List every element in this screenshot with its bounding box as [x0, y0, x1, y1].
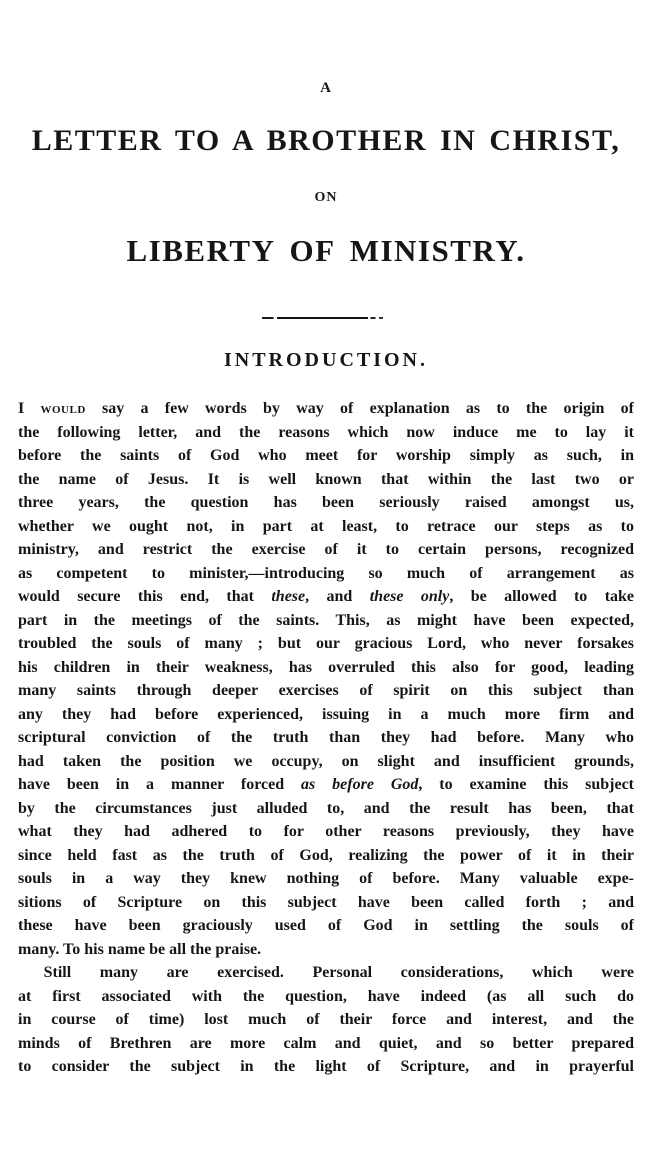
paragraph	[18, 961, 634, 1079]
text-segment: these	[271, 588, 306, 605]
text-segment: would secure this end, that	[18, 588, 272, 605]
text-line	[18, 515, 634, 539]
text-line	[18, 421, 634, 445]
paragraph	[18, 397, 634, 961]
text-segment: as competent to minister,—introducing so much of arrangement as	[18, 564, 634, 582]
text-line	[18, 914, 634, 938]
text-segment: many. To his name be all the praise.	[18, 940, 262, 958]
title-connector: ON	[314, 190, 338, 205]
text-segment: say a few words by way of explanation as to the origin of	[85, 400, 634, 417]
text-line	[18, 609, 634, 633]
text-line	[18, 538, 634, 562]
divider-rule	[262, 316, 388, 319]
text-segment: what they had adhered to for other reasons previously, they have	[18, 823, 634, 840]
text-line	[18, 562, 634, 586]
text-segment: ministry, and restrict the exercise of it to certain persons, recognized	[18, 541, 634, 558]
text-segment: Still many are exercised. Personal considerations, which were	[43, 964, 634, 981]
text-segment: minds of Brethren are more calm and quiet, and so better prepared	[18, 1034, 634, 1052]
text-line	[18, 397, 634, 421]
text-segment: had taken the position we occupy, on slight and insufficient grounds,	[18, 752, 634, 770]
text-segment: , to examine this subject	[418, 776, 634, 793]
text-segment: by the circumstances just alluded to, and the result has been, that	[18, 799, 634, 817]
text-segment: , and	[305, 588, 370, 605]
text-segment: these only	[369, 588, 450, 605]
subtitle: LIBERTY OF MINISTRY.	[126, 233, 526, 268]
text-line	[18, 750, 634, 774]
section-heading: INTRODUCTION.	[223, 349, 429, 371]
text-line	[18, 797, 634, 821]
text-segment: have been in a manner forced	[18, 776, 302, 793]
text-line	[18, 1055, 634, 1079]
text-segment: before the saints of God who meet for worship simply as such, in	[18, 447, 634, 464]
text-line	[18, 679, 634, 703]
body-text	[18, 397, 634, 1079]
text-line	[18, 867, 634, 891]
text-segment: the following letter, and the reasons which now induce me to lay it	[18, 423, 634, 441]
text-segment: his children in their weakness, has overruled this also for good, leading	[18, 658, 634, 676]
text-line	[18, 468, 634, 492]
text-segment: the name of Jesus. It is well known that within the last two or	[18, 470, 634, 488]
text-segment: part in the meetings of the saints. This, as might have been expected,	[18, 611, 634, 629]
text-segment: any they had before experienced, issuing in a much more firm and	[18, 705, 634, 723]
text-segment: as before God	[301, 776, 419, 793]
text-segment: to consider the subject in the light of Scripture, and in prayerful	[18, 1058, 634, 1075]
text-line	[18, 985, 634, 1009]
text-line	[18, 444, 634, 468]
text-segment: since held fast as the truth of God, realizing the power of it in their	[18, 846, 634, 864]
text-line	[18, 656, 634, 680]
text-segment: these have been graciously used of God in settling the souls of	[18, 917, 634, 934]
text-line	[18, 1032, 634, 1056]
text-segment: souls in a way they knew nothing of before. Many valuable expe-	[18, 870, 634, 887]
text-line	[18, 773, 634, 797]
text-segment: would	[40, 400, 86, 417]
text-line	[18, 844, 634, 868]
text-segment: I	[18, 400, 41, 417]
text-segment: scriptural conviction of the truth than they had before. Many who	[18, 729, 634, 746]
half-title: A	[320, 80, 332, 96]
text-line	[18, 961, 634, 985]
text-segment: troubled the souls of many ; but our gracious Lord, who never forsakes	[18, 635, 634, 652]
text-segment: , be allowed to take	[449, 588, 634, 605]
text-segment: whether we ought not, in part at least, to retrace our steps as to	[18, 517, 634, 535]
text-segment: sitions of Scripture on this subject have been called forth ; and	[18, 893, 634, 911]
text-line	[18, 891, 634, 915]
text-segment: many saints through deeper exercises of spirit on this subject than	[18, 682, 634, 699]
main-title: LETTER TO A BROTHER IN CHRIST,	[31, 124, 621, 157]
text-segment: in course of time) lost much of their force and interest, and the	[18, 1011, 634, 1028]
text-line	[18, 632, 634, 656]
text-line	[18, 585, 634, 609]
text-segment: at first associated with the question, have indeed (as all such do	[18, 987, 634, 1005]
text-line	[18, 820, 634, 844]
text-line	[18, 938, 634, 962]
text-line	[18, 491, 634, 515]
text-segment: three years, the question has been seriously raised amongst us,	[18, 494, 634, 511]
text-line	[18, 726, 634, 750]
text-line	[18, 1008, 634, 1032]
text-line	[18, 703, 634, 727]
